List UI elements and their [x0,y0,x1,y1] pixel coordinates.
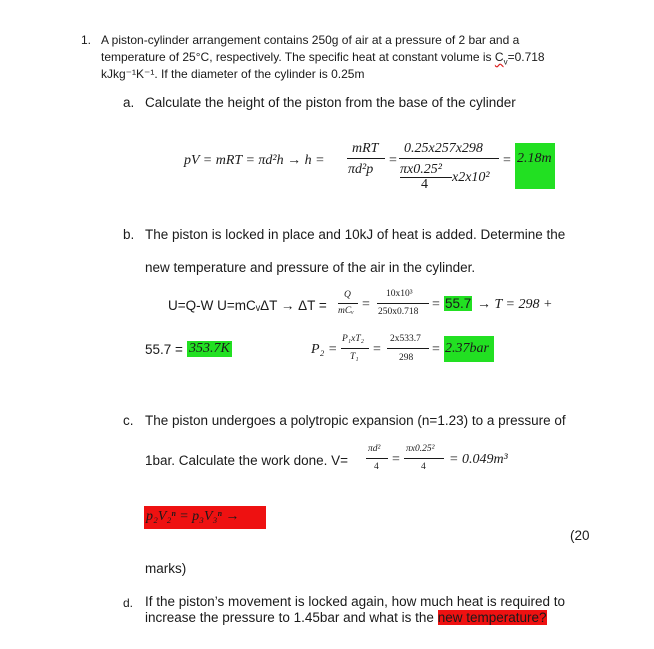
part-b-frac-n-den: 250x0.718 [378,307,419,317]
part-d-label: d. [123,596,134,610]
fraction-bar [341,348,369,349]
part-b-p2-lhs: P₂ = [311,342,338,357]
fraction-bar [338,303,358,304]
part-a-frac2-den-pi: πx0.25² [400,162,442,177]
part-b-arrow-t: → T = 298 + [477,297,553,312]
fraction-bar [366,458,388,459]
part-b-frac-p-den: T₁ [350,352,359,362]
part-b-p2-result: 2.37bar [445,341,489,356]
marks-word: marks) [145,561,187,576]
fraction-bar [377,303,429,304]
part-a-equation-left: pV = mRT = πd²h → h = [184,153,325,168]
part-b-eq1: = [362,297,370,312]
part-b-frac-n-num: 10x10³ [386,289,413,299]
fraction-bar [347,158,385,159]
part-b-text-1: The piston is locked in place and 10kJ of heat is added. Determine the [145,227,566,242]
fraction-bar [387,348,429,349]
part-a-label: a. [123,95,135,110]
part-b-frac-p-num: P₁xT₂ [342,334,364,344]
part-a-eq1: = [389,153,397,168]
part-c-frac-vn-num: πx0.25² [406,444,435,454]
part-b-frac-pn-num: 2x533.7 [390,334,421,344]
part-a-result: 2.18m [517,151,552,166]
part-a-frac2-den-tail: x2x10² [452,170,490,185]
part-b-energy-eq: U=Q-W U=mCᵥΔT → ΔT = [168,298,327,313]
part-b-delta-t: 55.7 [445,296,472,311]
part-a-frac1-den: πd²p [348,162,374,177]
part-b-p2-highlight [444,336,494,362]
part-b-frac-q-num: Q [344,290,351,300]
part-b-eq3: = [373,342,381,357]
part-a-frac2-den-4: 4 [421,177,428,192]
part-b-frac-pn-den: 298 [399,353,414,363]
question-line-2: temperature of 25°C, respectively. The specific heat at constant volume is $C_v=0.718$ [101,50,545,67]
part-a-eq2: = [503,153,511,168]
part-b-label: b. [123,227,135,242]
part-d-text-2: increase the pressure to 1.45bar and what is the new temperature? [145,610,547,625]
cv-symbol: $C_v$ [494,50,508,67]
part-c-text-1: The piston undergoes a polytropic expansion (n=1.23) to a pressure of [145,413,566,428]
fraction-bar [399,158,499,159]
part-b-t2-result: 353.7K [189,341,230,356]
question-number: 1. [81,33,92,47]
part-c-frac-vn-den: 4 [421,462,426,472]
part-c-label: c. [123,413,134,428]
part-b-eq2: = [432,297,440,312]
part-a-result-highlight [515,143,555,189]
fraction-bar [404,458,444,459]
part-c-frac-v-num: πd² [368,444,381,454]
marks-number: (20 [570,528,590,543]
part-c-eq1: = [392,452,400,467]
part-a-frac2-num: 0.25x257x298 [404,141,483,156]
part-d-text-1: If the piston’s movement is locked again, how much heat is required to [145,594,565,609]
part-a-text: Calculate the height of the piston from the base of the cylinder [145,95,516,110]
part-d-highlight: new temperature? [437,610,547,625]
part-c-polytropic-eq: p₂V₂ⁿ = p₃V₃ⁿ → [146,509,240,524]
question-line-3: kJkg⁻¹K⁻¹. If the diameter of the cylinder is 0.25m [101,67,365,81]
part-b-text-2: new temperature and pressure of the air in the cylinder. [145,260,476,275]
part-c-volume-result: = 0.049m³ [449,452,508,467]
part-b-eq4: = [432,342,440,357]
part-b-frac-q-den: mCᵥ [338,306,354,316]
part-a-frac1-num: mRT [352,141,379,156]
part-c-polytropic-highlight [144,506,266,529]
part-c-frac-v-den: 4 [374,462,379,472]
question-line-1: A piston-cylinder arrangement contains 250g of air at a pressure of 2 bar and a [101,33,520,47]
part-c-text-2: 1bar. Calculate the work done. V= [145,453,349,468]
part-b-line2-pre: 55.7 = [145,342,183,357]
